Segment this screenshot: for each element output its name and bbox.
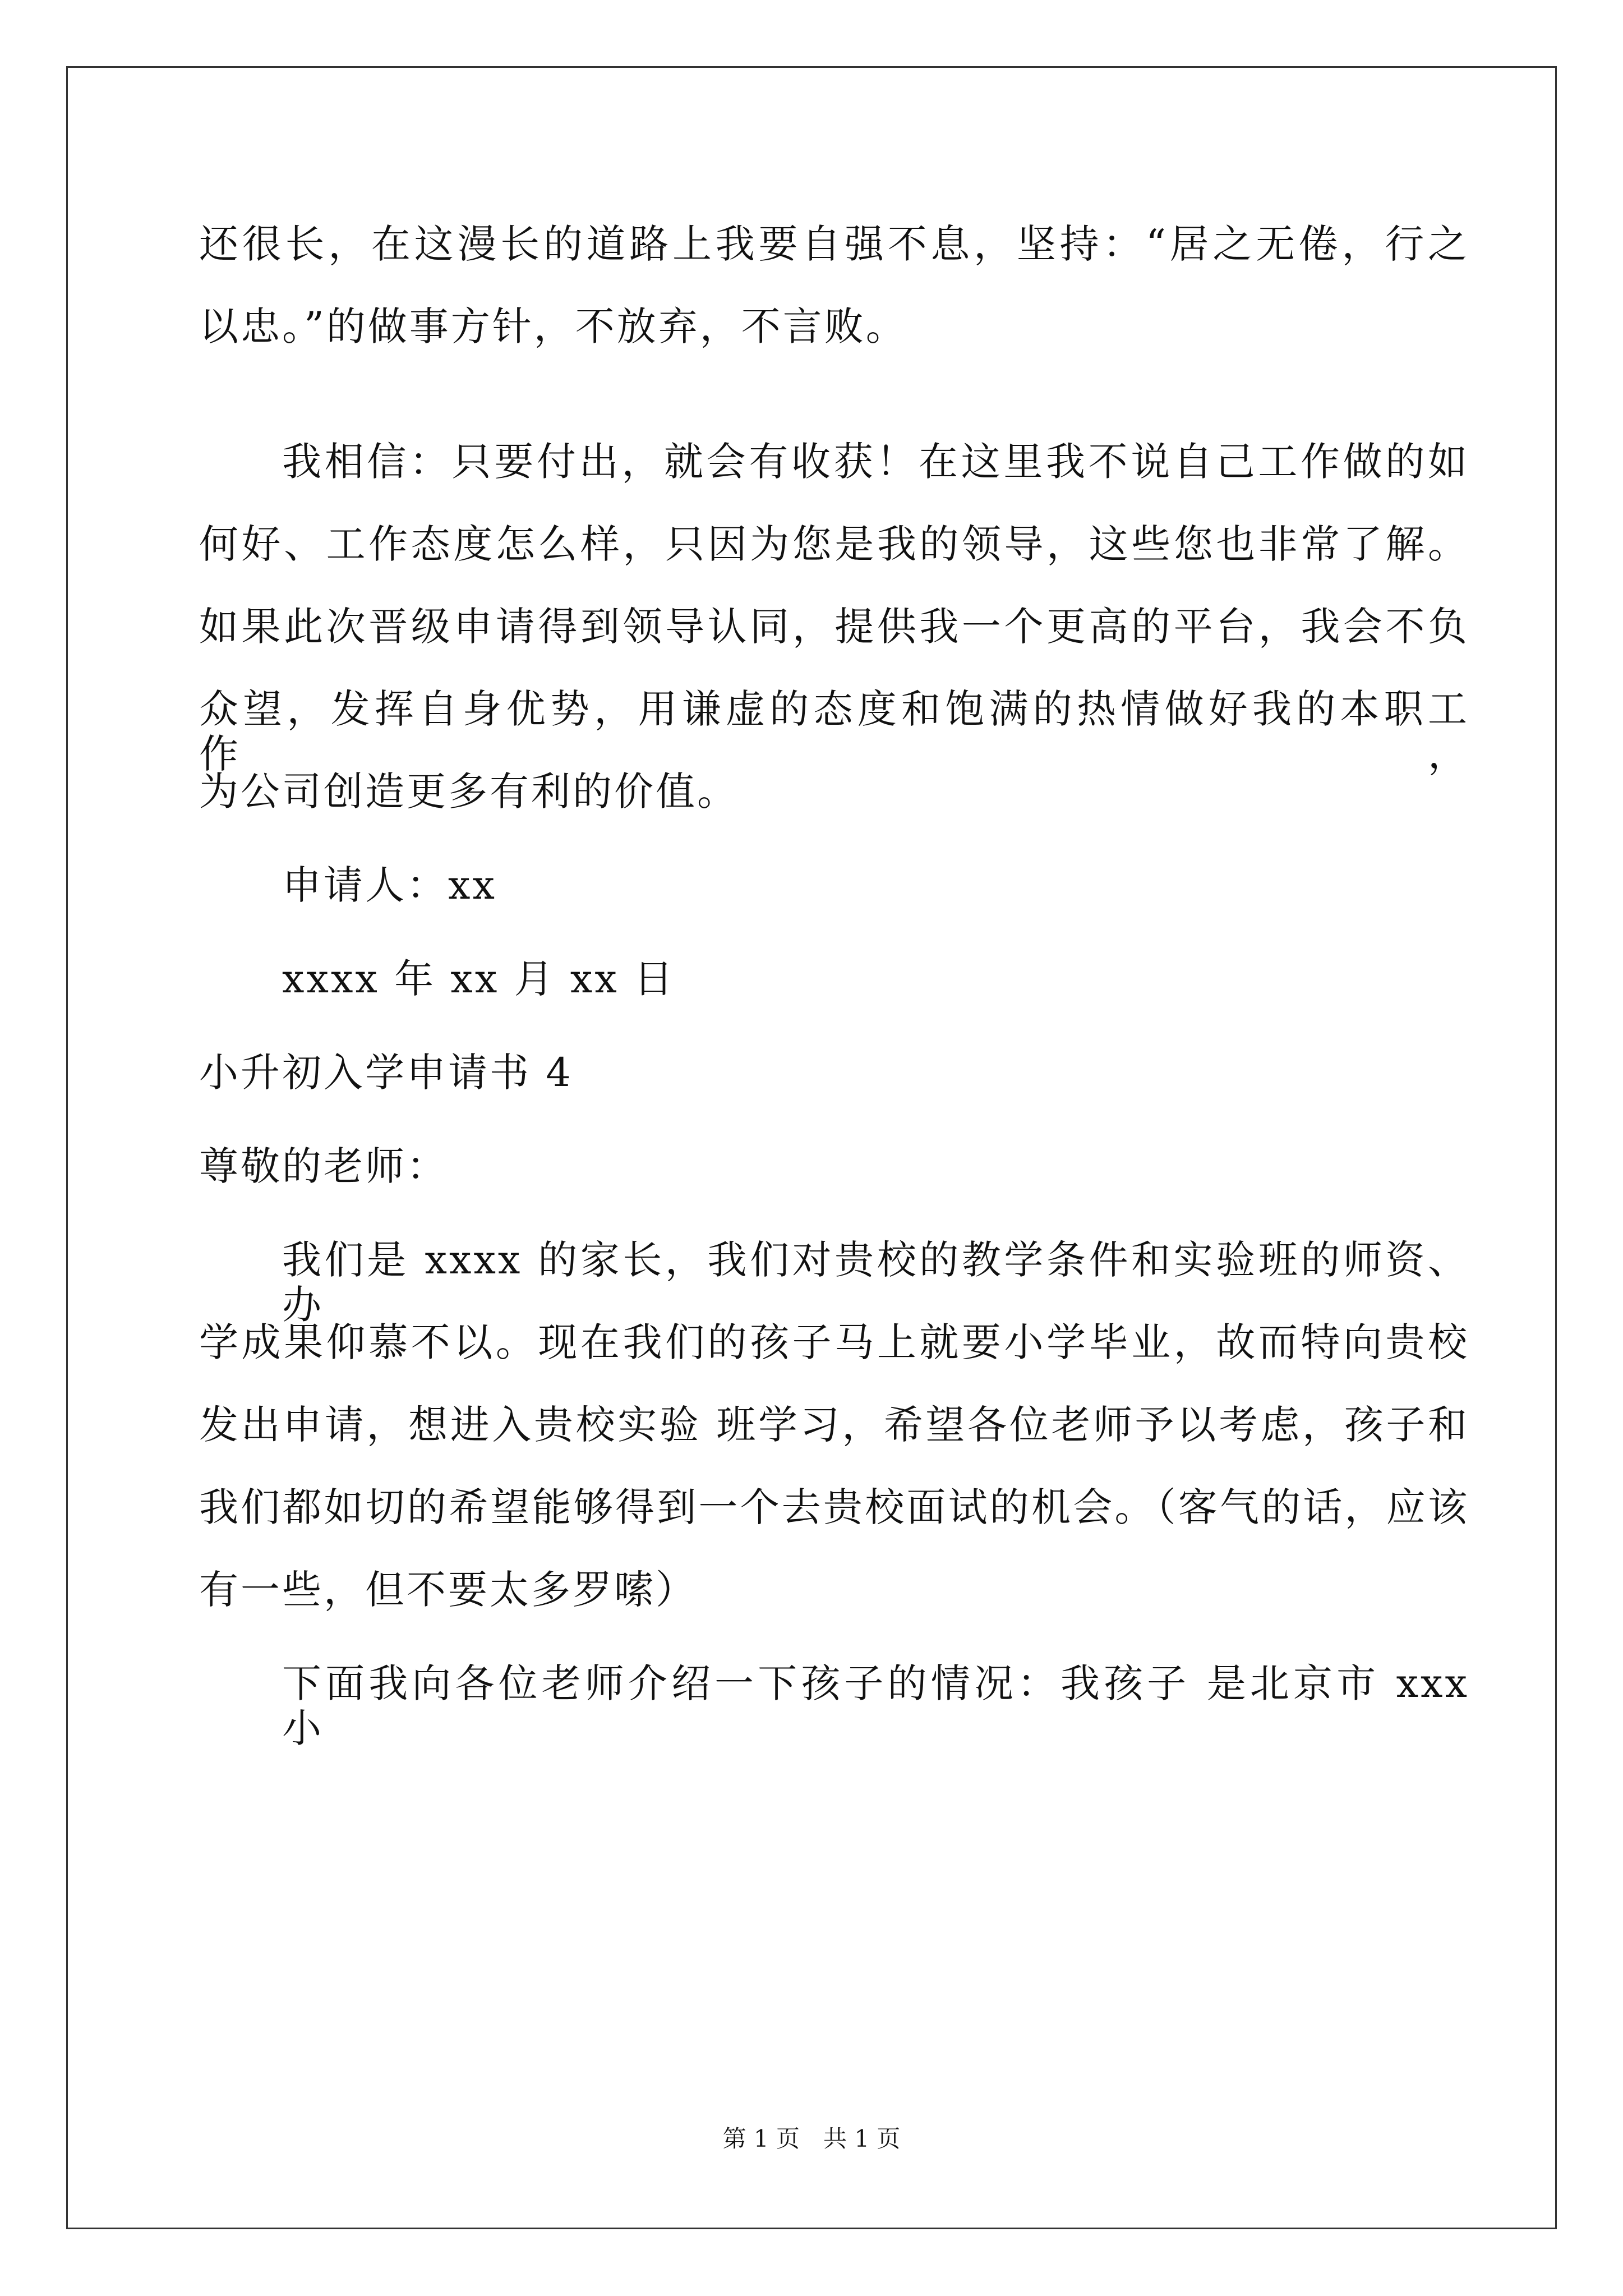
paragraph-line: 发出申请，想进入贵校实验 班学习，希望各位老师予以考虑，孩子和	[199, 1402, 1469, 1448]
paragraph-line: 还很长，在这漫长的道路上我要自强不息，坚持：“居之无倦，行之	[199, 221, 1469, 267]
applicant-signature: 申请人：xx	[282, 862, 497, 908]
page-footer	[0, 2125, 1623, 2153]
paragraph-line: 如果此次晋级申请得到领导认同，提供我一个更高的平台，我会不负	[199, 604, 1469, 650]
paragraph-line: 众望，发挥自身优势，用谦虚的态度和饱满的热情做好我的本职工作，	[199, 686, 1469, 777]
paragraph-line: 我们是 xxxx 的家长，我们对贵校的教学条件和实验班的师资、办	[282, 1237, 1469, 1328]
salutation: 尊敬的老师：	[199, 1143, 448, 1189]
section-title: 小升初入学申请书 4	[199, 1050, 573, 1096]
paragraph-line: 有一些，但不要太多罗嗦）	[199, 1567, 697, 1613]
page-total: 共 1 页	[823, 2125, 901, 2152]
paragraph-line: 我相信：只要付出，就会有收获！在这里我不说自己工作做的如	[282, 439, 1469, 485]
page-number: 第 1 页	[722, 2125, 800, 2152]
paragraph-line: 我们都如切的希望能够得到一个去贵校面试的机会。（客气的话，应该	[199, 1484, 1469, 1530]
signature-date: xxxx 年 xx 月 xx 日	[282, 956, 676, 1002]
paragraph-line: 学成果仰慕不以。现在我们的孩子马上就要小学毕业，故而特向贵校	[199, 1319, 1469, 1365]
paragraph-line: 为公司创造更多有利的价值。	[199, 769, 739, 815]
paragraph-line: 下面我向各位老师介绍一下孩子的情况：我孩子 是北京市 xxx 小	[282, 1660, 1469, 1751]
paragraph-line: 何好、工作态度怎么样，只因为您是我的领导，这些您也非常了解。	[199, 521, 1469, 567]
paragraph-line: 以忠。”的做事方针，不放弃，不言败。	[199, 303, 907, 349]
